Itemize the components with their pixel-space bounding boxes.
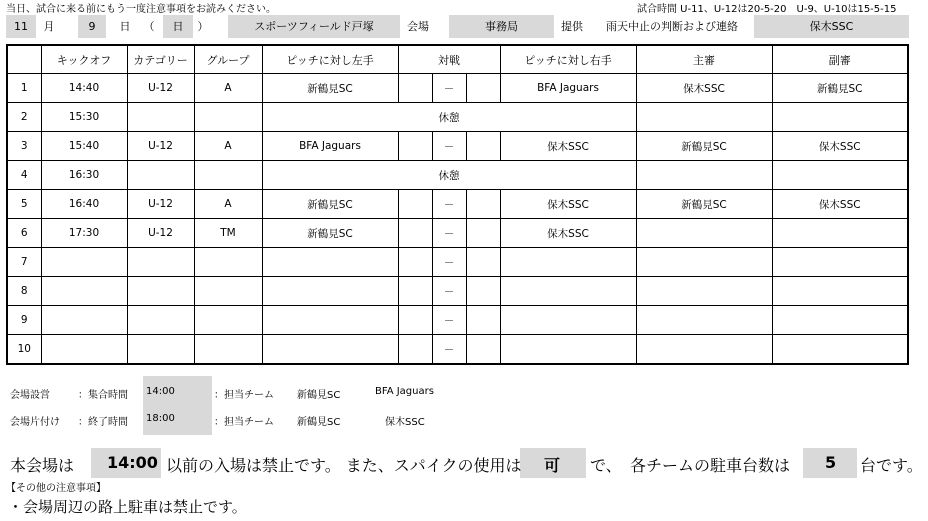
category — [127, 103, 194, 132]
col-kickoff: キックオフ — [41, 45, 127, 74]
category: U-12 — [127, 74, 194, 103]
date-venue-row — [6, 15, 909, 38]
schedule-row — [7, 103, 908, 132]
schedule-row — [7, 277, 908, 306]
row-number: 8 — [7, 277, 41, 306]
left-score — [398, 190, 432, 219]
right-team — [500, 306, 636, 335]
right-score — [466, 306, 500, 335]
cleanup-team-label: ：担当チーム — [214, 417, 274, 428]
break-cell: 休憩 — [262, 161, 636, 190]
left-team — [262, 306, 398, 335]
kickoff-time — [41, 248, 127, 277]
row-number: 5 — [7, 190, 41, 219]
category: U-12 — [127, 190, 194, 219]
month-label: 月 — [43, 20, 55, 33]
right-score — [466, 74, 500, 103]
rule-text-4: 各チームの駐車台数は — [630, 456, 791, 475]
right-score — [466, 219, 500, 248]
assistant-referee: 保木SSC — [772, 132, 908, 161]
cleanup-time-label: ：終了時間 — [78, 417, 128, 428]
time-box — [143, 376, 212, 435]
cleanup-label: 会場片付け — [10, 417, 60, 428]
referee — [636, 103, 772, 132]
rule-text-5: 台です。 — [860, 456, 923, 475]
entry-time: 14:00 — [107, 453, 158, 472]
group: A — [194, 190, 262, 219]
left-team — [262, 335, 398, 365]
spike-allowed: 可 — [544, 456, 561, 475]
paren-open: （ — [143, 20, 155, 33]
col-referee: 主審 — [636, 45, 772, 74]
group — [194, 277, 262, 306]
notice-top: 当日、試合に来る前にもう一度注意事項をお読みください。 — [6, 4, 276, 15]
row-number: 9 — [7, 306, 41, 335]
rule-text-3: で、 — [590, 456, 622, 475]
schedule-row — [7, 190, 908, 219]
versus-dash: － — [432, 74, 466, 103]
schedule-row — [7, 161, 908, 190]
row-number: 2 — [7, 103, 41, 132]
assistant-referee — [772, 277, 908, 306]
right-team: 保木SSC — [500, 132, 636, 161]
schedule-row — [7, 74, 908, 103]
referee — [636, 248, 772, 277]
left-score — [398, 335, 432, 365]
left-team: 新鶴見SC — [262, 190, 398, 219]
left-team: BFA Jaguars — [262, 132, 398, 161]
col-group: グループ — [194, 45, 262, 74]
schedule-row — [7, 248, 908, 277]
referee — [636, 277, 772, 306]
right-team: 保木SSC — [500, 219, 636, 248]
kickoff-time — [41, 335, 127, 365]
col-assistant: 副審 — [772, 45, 908, 74]
other-notes-title: 【その他の注意事項】 — [6, 483, 106, 494]
referee: 保木SSC — [636, 74, 772, 103]
rule-text-2: 以前の入場は禁止です。 また、スパイクの使用は — [166, 456, 522, 475]
setup-team2: BFA Jaguars — [375, 386, 434, 397]
col-no — [7, 45, 41, 74]
right-score — [466, 190, 500, 219]
versus-dash: － — [432, 277, 466, 306]
right-team — [500, 277, 636, 306]
day-label: 日 — [119, 20, 131, 33]
right-score — [466, 277, 500, 306]
rain-contact: 保木SSC — [754, 15, 909, 38]
other-notes-line: ・会場周辺の路上駐車は禁止です。 — [8, 498, 247, 516]
assistant-referee: 新鶴見SC — [772, 74, 908, 103]
month-value: 11 — [6, 15, 36, 38]
versus-dash: － — [432, 219, 466, 248]
setup-label: 会場設営 — [10, 390, 50, 401]
kickoff-time: 16:40 — [41, 190, 127, 219]
venue-label: 会場 — [407, 20, 429, 33]
provider-label: 提供 — [561, 20, 583, 33]
left-score — [398, 277, 432, 306]
right-score — [466, 335, 500, 365]
referee — [636, 161, 772, 190]
col-left-team: ピッチに対し左手 — [262, 45, 398, 74]
setup-time: 14:00 — [146, 386, 175, 397]
left-score — [398, 132, 432, 161]
group: A — [194, 74, 262, 103]
versus-dash: － — [432, 306, 466, 335]
versus-dash: － — [432, 335, 466, 365]
col-versus: 対戦 — [398, 45, 500, 74]
category — [127, 306, 194, 335]
referee — [636, 306, 772, 335]
left-score — [398, 248, 432, 277]
right-team: BFA Jaguars — [500, 74, 636, 103]
group: TM — [194, 219, 262, 248]
referee: 新鶴見SC — [636, 132, 772, 161]
rule-text-1: 本会場は — [10, 456, 75, 475]
table-header — [7, 45, 908, 74]
schedule-row — [7, 132, 908, 161]
group — [194, 103, 262, 132]
cleanup-team1: 新鶴見SC — [297, 417, 341, 428]
left-score — [398, 74, 432, 103]
cleanup-time: 18:00 — [146, 413, 175, 424]
left-score — [398, 306, 432, 335]
row-number: 1 — [7, 74, 41, 103]
weekday-value: 日 — [163, 15, 193, 38]
assistant-referee — [772, 103, 908, 132]
row-number: 6 — [7, 219, 41, 248]
paren-close: ） — [197, 20, 209, 33]
kickoff-time: 17:30 — [41, 219, 127, 248]
setup-team1: 新鶴見SC — [297, 390, 341, 401]
kickoff-time: 15:40 — [41, 132, 127, 161]
rain-label: 雨天中止の判断および連絡 — [606, 20, 738, 33]
versus-dash: － — [432, 132, 466, 161]
day-value: 9 — [78, 15, 106, 38]
referee — [636, 335, 772, 365]
venue-name: スポーツフィールド戸塚 — [228, 15, 400, 38]
left-team: 新鶴見SC — [262, 74, 398, 103]
car-count: 5 — [825, 453, 837, 472]
right-team — [500, 335, 636, 365]
versus-dash: － — [432, 248, 466, 277]
schedule-table — [6, 44, 909, 365]
schedule-row — [7, 306, 908, 335]
right-score — [466, 132, 500, 161]
left-team — [262, 248, 398, 277]
assistant-referee — [772, 335, 908, 365]
kickoff-time: 14:40 — [41, 74, 127, 103]
col-category: カテゴリー — [127, 45, 194, 74]
assistant-referee — [772, 306, 908, 335]
category — [127, 335, 194, 365]
kickoff-time: 16:30 — [41, 161, 127, 190]
kickoff-time — [41, 277, 127, 306]
category — [127, 248, 194, 277]
left-team — [262, 277, 398, 306]
group — [194, 161, 262, 190]
right-team — [500, 248, 636, 277]
left-team: 新鶴見SC — [262, 219, 398, 248]
row-number: 7 — [7, 248, 41, 277]
group — [194, 335, 262, 365]
setup-time-label: ：集合時間 — [78, 390, 128, 401]
provider-name: 事務局 — [449, 15, 554, 38]
referee — [636, 219, 772, 248]
schedule-row — [7, 219, 908, 248]
right-score — [466, 248, 500, 277]
assistant-referee — [772, 248, 908, 277]
setup-team-label: ：担当チーム — [214, 390, 274, 401]
row-number: 3 — [7, 132, 41, 161]
cleanup-team2: 保木SSC — [385, 417, 425, 428]
versus-dash: － — [432, 190, 466, 219]
row-number: 4 — [7, 161, 41, 190]
schedule-row — [7, 335, 908, 365]
kickoff-time: 15:30 — [41, 103, 127, 132]
break-cell: 休憩 — [262, 103, 636, 132]
assistant-referee — [772, 219, 908, 248]
category: U-12 — [127, 219, 194, 248]
right-team: 保木SSC — [500, 190, 636, 219]
category — [127, 277, 194, 306]
referee: 新鶴見SC — [636, 190, 772, 219]
group — [194, 248, 262, 277]
kickoff-time — [41, 306, 127, 335]
match-time: 試合時間 U-11、U-12は20-5-20 U-9、U-10は15-5-15 — [637, 4, 897, 15]
group — [194, 306, 262, 335]
assistant-referee: 保木SSC — [772, 190, 908, 219]
group: A — [194, 132, 262, 161]
assistant-referee — [772, 161, 908, 190]
row-number: 10 — [7, 335, 41, 365]
col-right-team: ピッチに対し右手 — [500, 45, 636, 74]
category: U-12 — [127, 132, 194, 161]
category — [127, 161, 194, 190]
left-score — [398, 219, 432, 248]
